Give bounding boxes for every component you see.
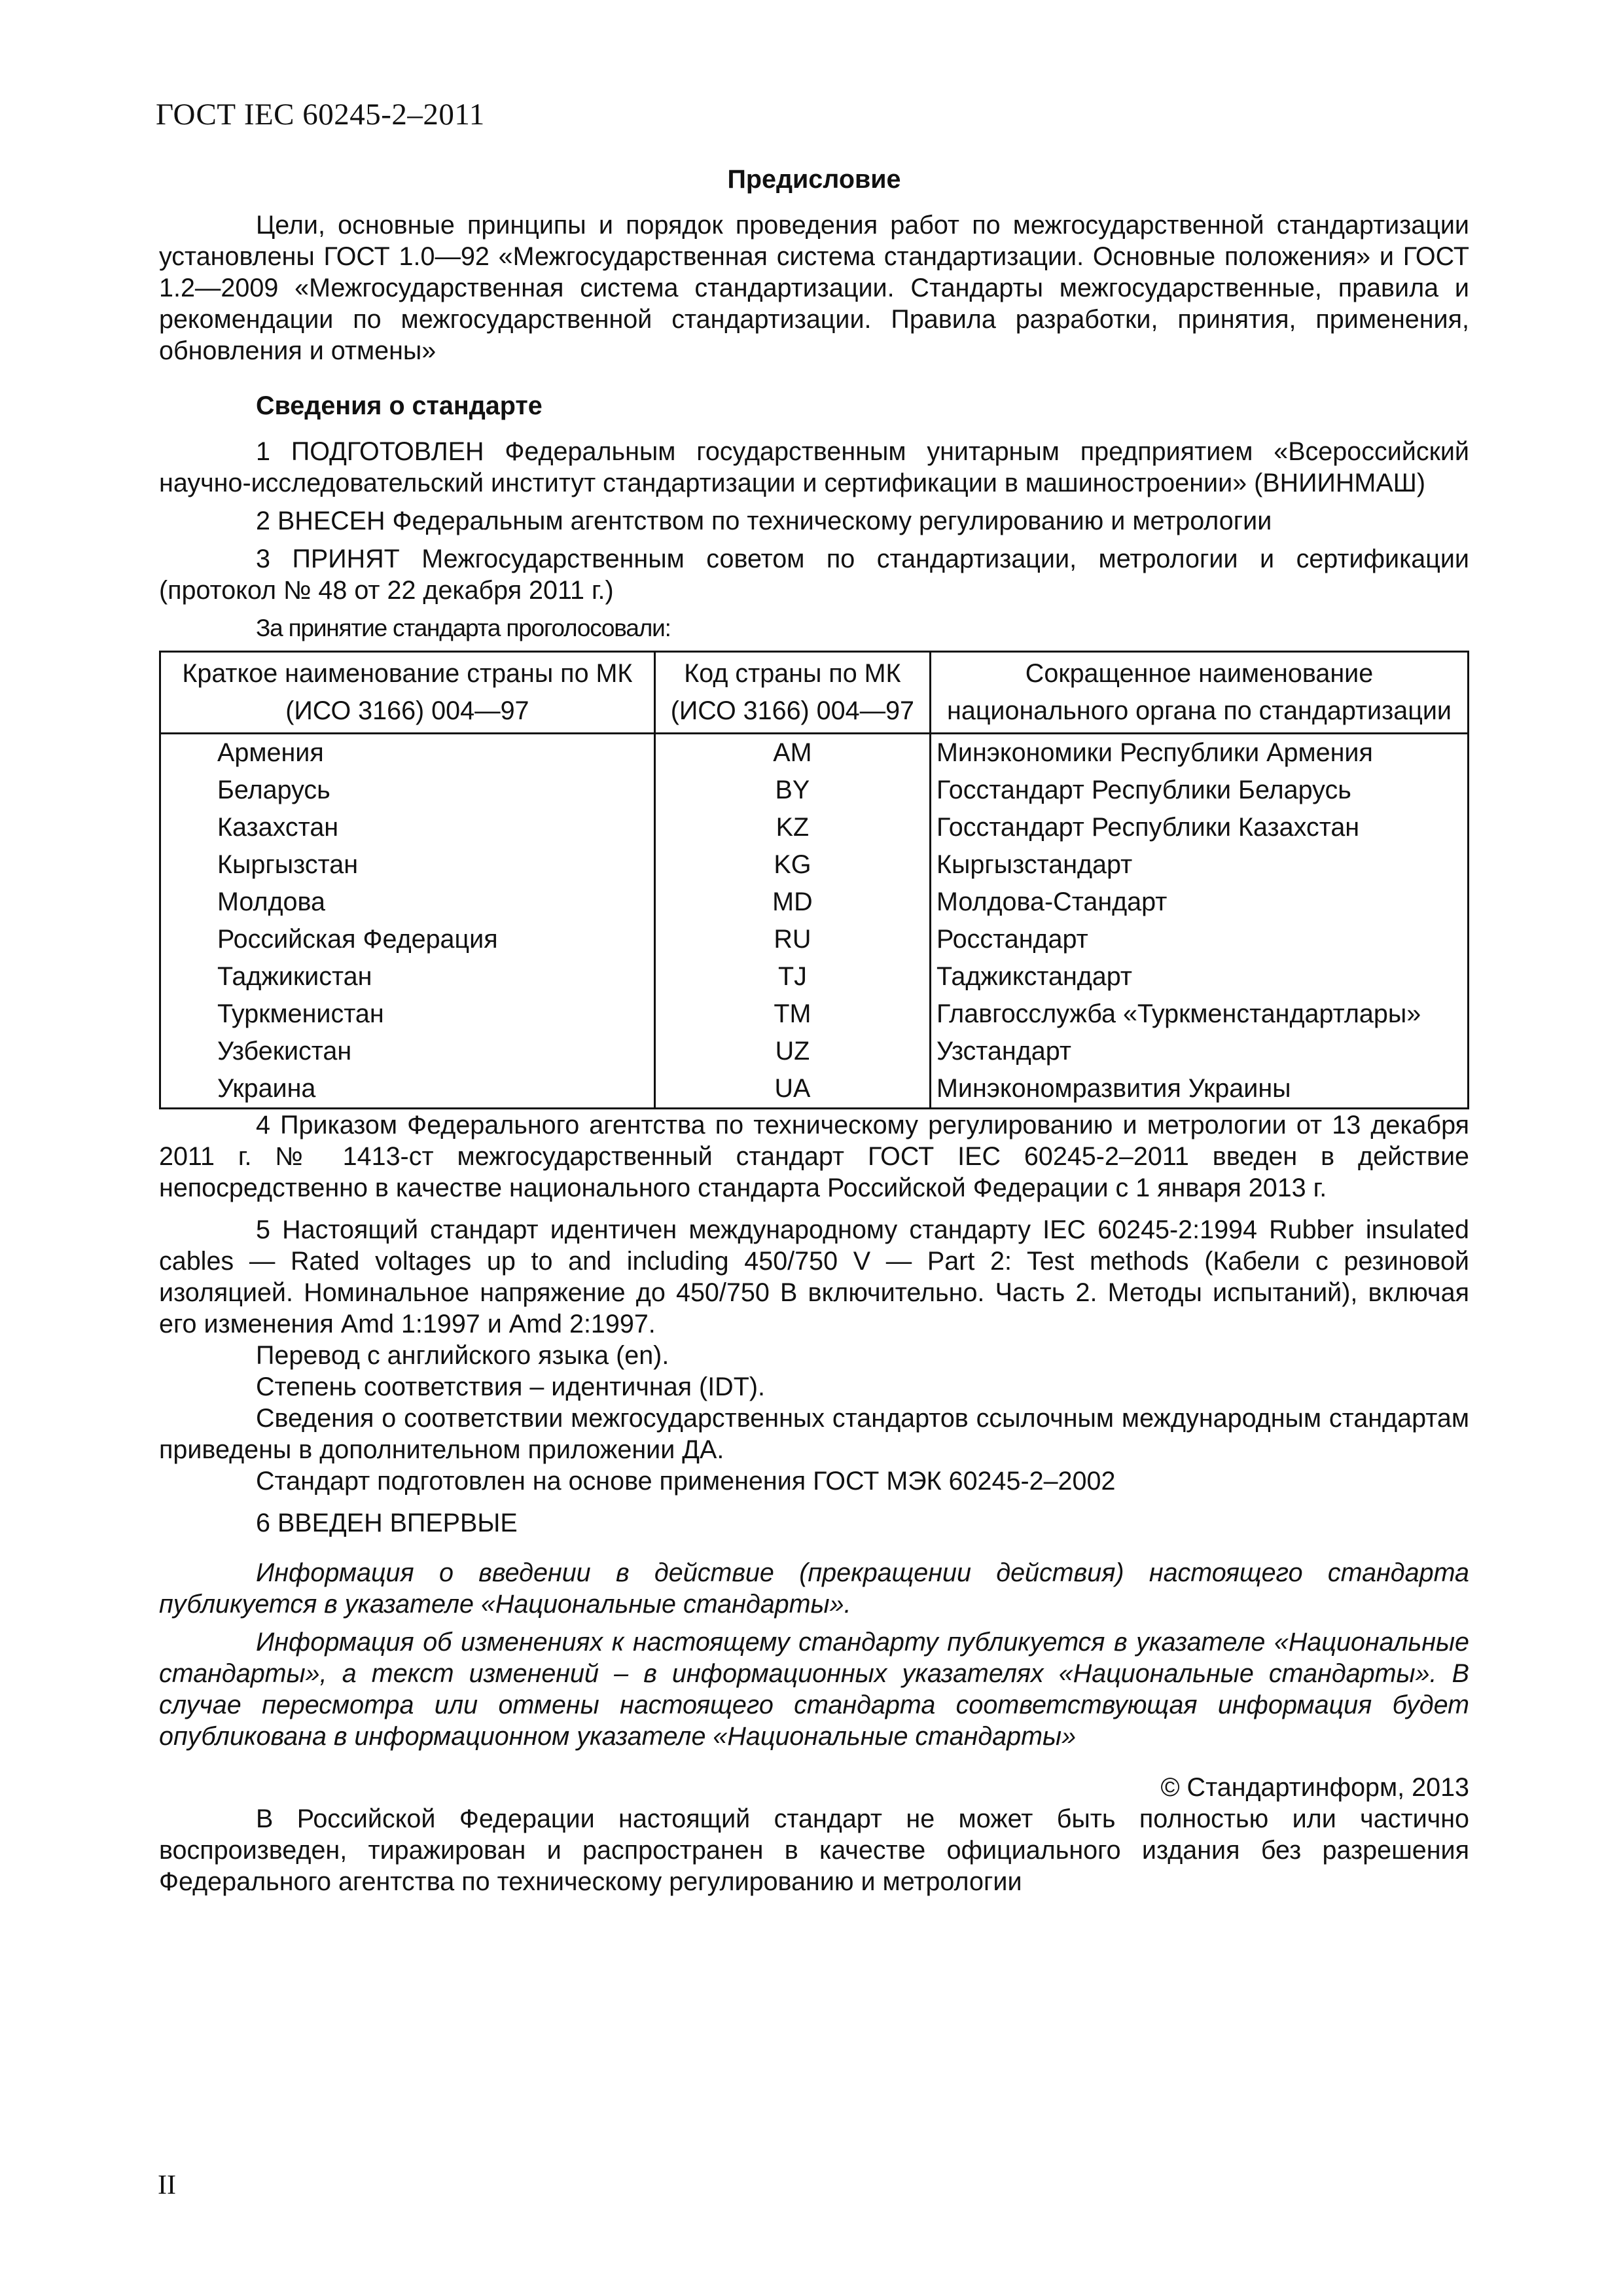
- table-row: [160, 772, 1469, 809]
- table-row: [160, 1033, 1469, 1070]
- basis-note: Стандарт подготовлен на основе применения ГОСТ МЭК 60245-2–2002: [256, 1467, 1116, 1496]
- country-code: TM: [654, 996, 930, 1033]
- country-code: MD: [654, 884, 930, 921]
- info-item-1: 1 ПОДГОТОВЛЕН Федеральным государственным унитарным предприятием «Всероссийский научно-исследовательский институт стандартизации и сертификации в машиностроении» (ВНИИНМАШ): [159, 437, 1469, 497]
- country-code: UA: [654, 1070, 930, 1109]
- country-code: BY: [654, 772, 930, 809]
- country-code: TJ: [654, 958, 930, 996]
- standards-body: Главгосслужба «Туркменстандартлары»: [931, 996, 1469, 1033]
- table-row: [160, 884, 1469, 921]
- country-name: Таджикистан: [160, 958, 655, 996]
- info-item-6: 6 ВВЕДЕН ВПЕРВЫЕ: [256, 1509, 518, 1537]
- country-name: Узбекистан: [160, 1033, 655, 1070]
- country-name: Российская Федерация: [160, 921, 655, 958]
- table-row: [160, 921, 1469, 958]
- country-name: Кыргызстан: [160, 846, 655, 884]
- document-header: ГОСТ IEC 60245-2–2011: [156, 98, 485, 132]
- standards-body: Минэкономразвития Украины: [931, 1070, 1469, 1109]
- standards-body: Госстандарт Республики Казахстан: [931, 809, 1469, 846]
- standards-body: Росстандарт: [931, 921, 1469, 958]
- country-name: Армения: [160, 734, 655, 772]
- info-item-5: 5 Настоящий стандарт идентичен международному стандарту IEC 60245-2:1994 Rubber insulated cables — Rated voltages up to and including 450/750 V — Part 2: Test methods (Кабели с резиновой изоляцией. Номинальное напряжение до 450/750 В включительно. Часть 2. Методы испытаний), включая его изменения Amd 1:1997 и Amd 2:1997.: [159, 1215, 1469, 1338]
- standards-body: Госстандарт Республики Беларусь: [931, 772, 1469, 809]
- country-code: KG: [654, 846, 930, 884]
- notice-introduction: Информация о введении в действие (прекращении действия) настоящего стандарта публикуется в указателе «Национальные стандарты».: [159, 1558, 1469, 1619]
- country-name: Украина: [160, 1070, 655, 1109]
- copyright-line: © Стандартинформ, 2013: [1160, 1773, 1469, 1802]
- info-item-4: 4 Приказом Федерального агентства по техническому регулированию и метрологии от 13 декабря 2011 г. № 1413-ст межгосударственный стандарт ГОСТ IEC 60245-2–2011 введен в действие непосредственно в качестве национального стандарта Российской Федерации с 1 января 2013 г.: [159, 1111, 1469, 1202]
- country-code: RU: [654, 921, 930, 958]
- copyright-text: В Российской Федерации настоящий стандарт не может быть полностью или частично воспроизведен, тиражирован и распространен в качестве официального издания без разрешения Федерального агентства по техническому регулированию и метрологии: [159, 1804, 1469, 1896]
- references-note: Сведения о соответствии межгосударственных стандартов ссылочным международным стандартам приведены в дополнительном приложении ДА.: [159, 1404, 1469, 1464]
- table-row: [160, 996, 1469, 1033]
- notice-changes: Информация об изменениях к настоящему стандарту публикуется в указателе «Национальные стандарты», а текст изменений – в информационных указателях «Национальные стандарты». В случае пересмотра или отмены настоящего стандарта соответствующая информация будет опубликована в информационном указателе «Национальные стандарты»: [159, 1628, 1469, 1751]
- foreword-paragraph: Цели, основные принципы и порядок проведения работ по межгосударственной стандартизации установлены ГОСТ 1.0—92 «Межгосударственная система стандартизации. Основные положения» и ГОСТ 1.2—2009 «Межгосударственная система стандартизации. Стандарты межгосударственные, правила и рекомендации по межгосударственной стандартизации. Правила разработки, принятия, применения, обновления и отмены»: [159, 211, 1469, 365]
- table-row: [160, 1070, 1469, 1109]
- country-name: Туркменистан: [160, 996, 655, 1033]
- standards-body: Таджикстандарт: [931, 958, 1469, 996]
- standard-info-title: Сведения о стандарте: [256, 391, 543, 420]
- table-header-row: [160, 652, 1469, 734]
- country-name: Казахстан: [160, 809, 655, 846]
- table-row: [160, 958, 1469, 996]
- info-item-2: 2 ВНЕСЕН Федеральным агентством по техническому регулированию и метрологии: [256, 507, 1272, 535]
- translation-note: Перевод с английского языка (en).: [256, 1341, 669, 1370]
- country-code: AM: [654, 734, 930, 772]
- info-item-3: 3 ПРИНЯТ Межгосударственным советом по стандартизации, метрологии и сертификации (протокол № 48 от 22 декабря 2011 г.): [159, 545, 1469, 605]
- table-row: [160, 809, 1469, 846]
- document-body: [159, 164, 1469, 1897]
- foreword-title: Предисловие: [727, 165, 901, 194]
- country-name: Беларусь: [160, 772, 655, 809]
- country-code: UZ: [654, 1033, 930, 1070]
- table-header-body: Сокращенное наименование национального органа по стандартизации: [931, 652, 1469, 734]
- voting-table: [159, 651, 1469, 1109]
- voted-label: За принятие стандарта проголосовали:: [256, 615, 671, 641]
- table-row: [160, 846, 1469, 884]
- standards-body: Молдова-Стандарт: [931, 884, 1469, 921]
- standards-body: Кыргызстандарт: [931, 846, 1469, 884]
- standards-body: Минэкономики Республики Армения: [931, 734, 1469, 772]
- table-header-code: Код страны по МК (ИСО 3166) 004—97: [654, 652, 930, 734]
- country-name: Молдова: [160, 884, 655, 921]
- country-code: KZ: [654, 809, 930, 846]
- table-header-country: Краткое наименование страны по МК (ИСО 3166) 004—97: [160, 652, 655, 734]
- standards-body: Узстандарт: [931, 1033, 1469, 1070]
- table-row: [160, 734, 1469, 772]
- conformity-note: Степень соответствия – идентичная (IDT).: [256, 1372, 765, 1401]
- page-number: II: [158, 2170, 176, 2200]
